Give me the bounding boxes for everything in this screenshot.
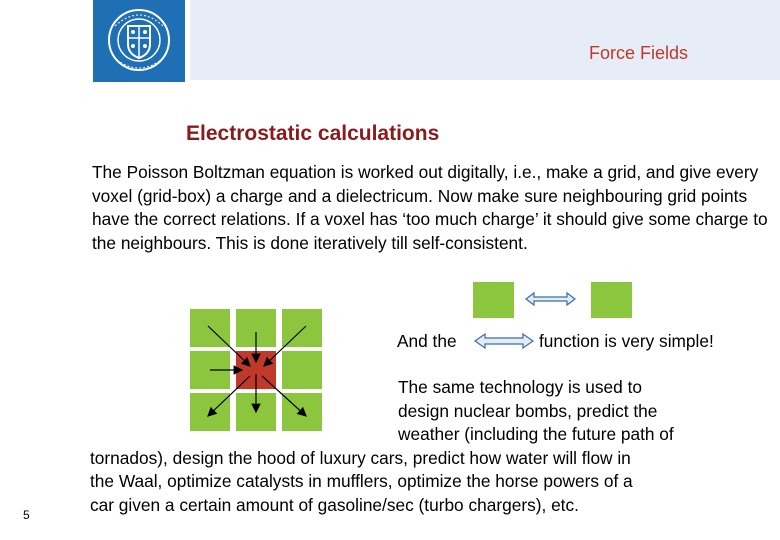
voxel-left — [473, 282, 514, 318]
double-arrow-icon — [473, 332, 535, 350]
slide-title: Electrostatic calculations — [186, 122, 440, 145]
voxel-right — [591, 282, 632, 318]
technology-line: the Waal, optimize catalysts in mufflers, optimize the horse powers of a — [90, 471, 633, 492]
body-paragraph: The Poisson Boltzman equation is worked out digitally, i.e., make a grid, and give every voxel (grid-box) a charge and a dielectricum. Now make sure neighbouring grid points have the correct relations. If a voxel has ‘too much charge’ it should give some charge to the neighbours. This is done iteratively till self-consistent. — [92, 162, 768, 253]
technology-line: weather (including the future path of — [398, 424, 674, 445]
header-title: Force Fields — [588, 43, 688, 63]
technology-line: design nuclear bombs, predict the — [398, 400, 658, 421]
university-logo — [93, 0, 185, 82]
voxel-neighbor — [282, 309, 322, 347]
university-seal-icon — [93, 0, 185, 82]
double-arrow-icon — [526, 293, 575, 305]
technology-line: tornados), design the hood of luxury cars, predict how water will flow in — [90, 447, 631, 468]
voxel-pair-diagram — [470, 282, 635, 320]
technology-line: car given a certain amount of gasoline/sec (turbo chargers), etc. — [90, 494, 579, 515]
technology-paragraph — [90, 376, 780, 518]
function-simple-label: function is very simple! — [539, 331, 714, 351]
header-bar — [190, 0, 780, 80]
and-the-label: And the — [397, 331, 457, 351]
page-number: 5 — [23, 508, 30, 522]
technology-line: The same technology is used to — [398, 377, 642, 397]
